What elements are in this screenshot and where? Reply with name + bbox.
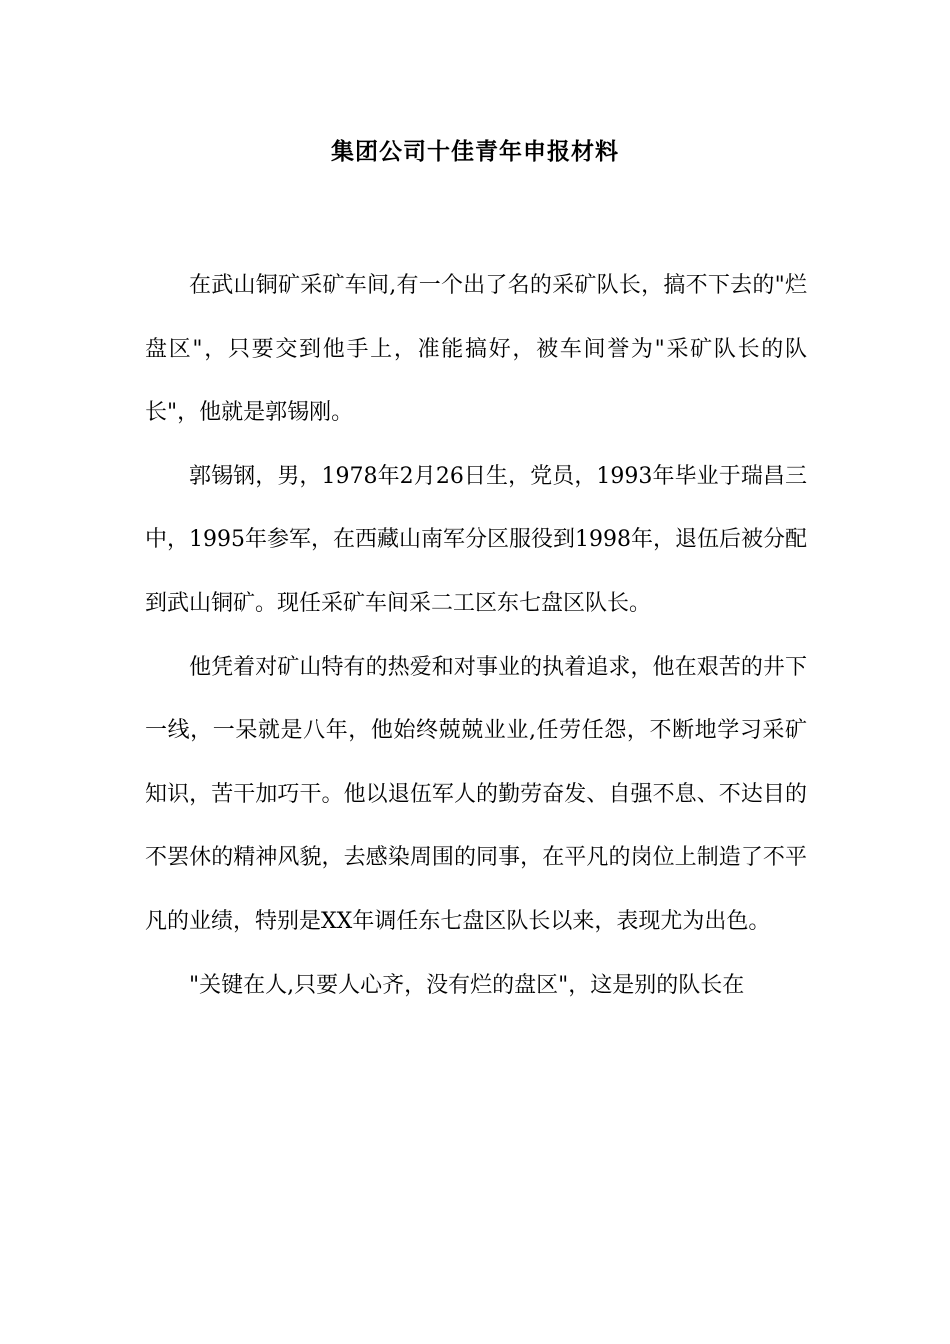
document-body: [145, 254, 807, 1017]
paragraph-1: 在武山铜矿采矿车间,有一个出了名的采矿队长，搞不下去的"烂盘区"，只要交到他手上，准能搞好，被车间誉为"采矿队长的队长"，他就是郭锡刚。: [145, 273, 807, 426]
document-title: 集团公司十佳青年申报材料: [331, 139, 619, 165]
paragraph-4: "关键在人,只要人心齐，没有烂的盘区"，这是别的队长在: [189, 972, 745, 998]
paragraph-2: 郭锡钢，男，1978年2月26日生，党员，1993年毕业于瑞昌三中，1995年参军，在西藏山南军分区服役到1998年，退伍后被分配到武山铜矿。现任采矿车间采二工区东七盘区队长。: [145, 463, 807, 616]
paragraph-3: 他凭着对矿山特有的热爱和对事业的执着追求，他在艰苦的井下一线，一呆就是八年，他始终兢兢业业,任劳任怨，不断地学习采矿知识，苦干加巧干。他以退伍军人的勤劳奋发、自强不息、不达目的不罢休的精神风貌，去感染周围的同事，在平凡的岗位上制造了不平凡的业绩，特别是XX年调任东七盘区队长以来，表现尤为出色。: [145, 654, 807, 934]
